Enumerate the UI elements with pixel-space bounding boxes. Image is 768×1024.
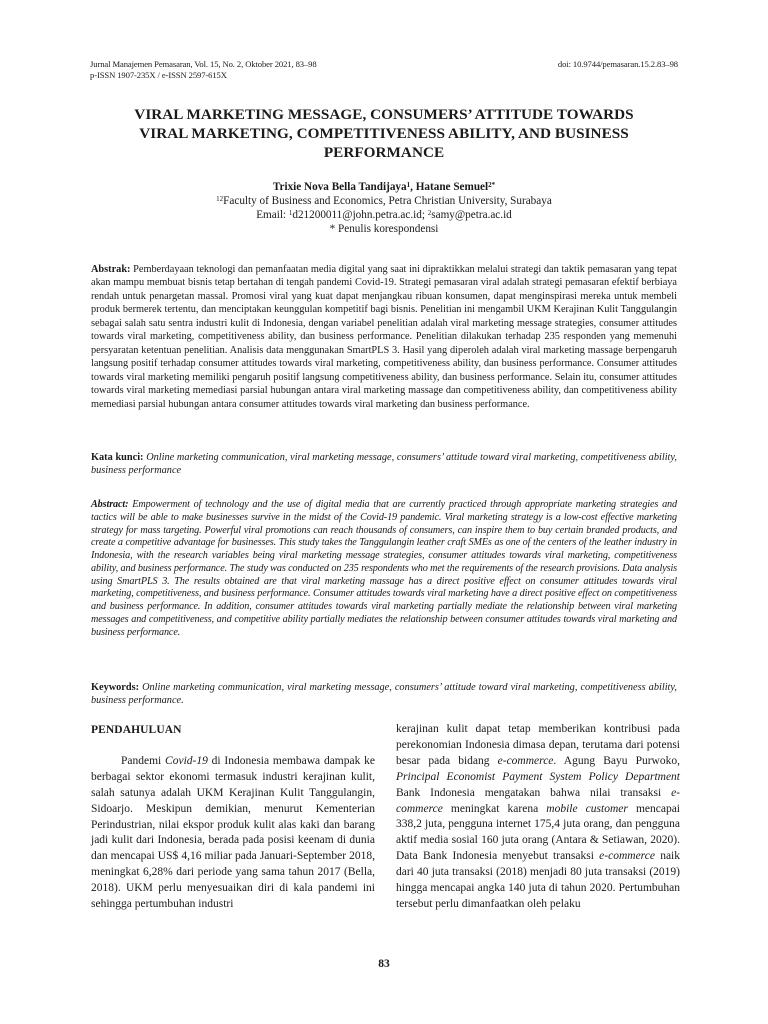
email-label: Email: <box>256 209 289 221</box>
author-2-mark: 2* <box>488 181 496 189</box>
affiliation-text: Faculty of Business and Economics, Petra Christian University, Surabaya <box>223 195 552 207</box>
text-run: . Agung Bayu Purwoko, <box>553 754 680 767</box>
text-run: Bank Indonesia mengatakan bahwa nilai transaksi <box>396 786 672 799</box>
issn: p-ISSN 1907-235X / e-ISSN 2597-615X <box>90 70 227 80</box>
abstract-label: Abstrak: <box>91 264 131 275</box>
author-separator: , <box>410 181 416 193</box>
abstract-label: Abstract: <box>91 499 129 510</box>
author-1-mark: 1 <box>406 181 411 189</box>
keywords-text: Online marketing communication, viral marketing message, consumers’ attitude toward viral marketing, competitiveness ability, business performance. <box>91 682 677 707</box>
title-line: VIRAL MARKETING MESSAGE, CONSUMERS’ ATTITUDE TOWARDS <box>134 106 634 123</box>
paper-title <box>70 105 698 162</box>
abstract-indonesian <box>91 263 677 411</box>
doi: doi: 10.9744/pemasaran.15.2.83–98 <box>557 59 678 69</box>
text-run: meningkat karena <box>442 802 547 815</box>
author-names <box>0 180 768 194</box>
text-run: e-commerce <box>599 850 655 863</box>
keywords-label: Kata kunci: <box>91 452 144 463</box>
emails <box>0 208 768 222</box>
section-heading: PENDAHULUAN <box>91 724 182 736</box>
author-2: Hatane Semuel <box>415 181 489 193</box>
email-2-mark: 2 <box>427 209 432 217</box>
title-line: PERFORMANCE <box>323 144 445 161</box>
affiliation-mark: 12 <box>216 195 224 203</box>
keywords-label: Keywords: <box>91 682 140 693</box>
text-run: naik dari 40 juta transaksi (2018) menjadi 80 juta transaksi (2019) hingga mencapai angka 140 juta di tahun 2020. Pertumbuhan tersebut perlu dimanfaatkan oleh pelaku <box>396 850 680 910</box>
text-run: Principal Economist Payment System Policy Department <box>396 770 680 783</box>
author-block <box>0 180 768 236</box>
running-header <box>90 59 678 81</box>
text-run: Covid-19 <box>165 754 208 767</box>
intro-paragraph <box>91 754 375 913</box>
keywords-english <box>91 681 677 708</box>
text-run: e-commerce <box>497 754 554 767</box>
page-number: 83 <box>378 958 390 970</box>
text-run: mencapai 338,2 juta, pengguna internet 175,4 juta orang, dan pengguna aktif media sosial 160 juta orang (Antara & Setiawan, 2020). Data Bank Indonesia menyebut transaksi <box>396 802 681 863</box>
text-run: Pandemi <box>121 754 166 767</box>
intro-left-column <box>91 723 375 913</box>
affiliation <box>0 194 768 208</box>
text-run: e-commerce <box>396 786 680 815</box>
corresponding-note: * Penulis korespondensi <box>329 223 439 235</box>
keywords-indonesian <box>91 451 677 478</box>
author-1: Trixie Nova Bella Tandijaya <box>272 181 407 193</box>
text-run: di Indonesia membawa dampak ke berbagai sektor ekonomi termasuk industri kerajinan kulit, salah satunya adalah UKM Kerajinan Kulit Tanggulangin, Sidoarjo. Meskipun demikian, menurut Kementerian Perindustrian, nilai ekspor produk kulit alas kaki dan barang jadi kulit dari Indonesia, berada pada posisi keenam di dunia dan mencapai US$ 4,16 miliar pada Januari-September 2018, meningkat 6,28% dari periode yang sama tahun 2017 (Bella, 2018). UKM perlu menyesuaikan diri di kala pandemi ini sehingga pertumbuhan industri <box>91 754 375 911</box>
abstract-english <box>91 499 677 639</box>
text-run: mobile customer <box>546 802 628 815</box>
intro-paragraph <box>396 722 680 913</box>
title-line: VIRAL MARKETING, COMPETITIVENESS ABILITY, AND BUSINESS <box>139 125 629 142</box>
journal-citation: Jurnal Manajemen Pemasaran, Vol. 15, No. 2, Oktober 2021, 83–98 <box>90 59 317 69</box>
text-run: kerajinan kulit dapat tetap memberikan kontribusi pada perekonomian Indonesia dimasa depan, terutama dari potensi besar pada bidang <box>396 723 680 767</box>
keywords-text: Online marketing communication, viral marketing message, consumers’ attitude toward viral marketing, competitiveness ability, business performance <box>91 452 677 477</box>
abstract-text: Pemberdayaan teknologi dan pemanfaatan media digital yang saat ini dipraktikkan melalui strategi dan taktik pemasaran yang tepat akan mampu membuat bisnis tetap bertahan di tengah pandemi Covid-19. Strategi pemasaran viral adalah strategi pemasaran efektif berbiaya rendah untuk penargetan massal. Promosi viral yang kuat dapat menjangkau ribuan konsumen, dapat menginspirasi mereka untuk membeli produk bermerek tertentu, dan menciptakan keunggulan kompetitif bagi bisnis. Penelitian ini mengambil UKM Kerajinan Kulit Tanggulangin sebagai salah satu sentra industri kulit di Indonesia, dengan variabel penelitian adalah viral marketing message strategies, consumer attitudes towards viral marketing, competitiveness ability, dan business performance. Penelitian dilakukan terhadap 235 responden yang memenuhi persyaratan ketentuan penelitian. Analisis data menggunakan SmartPLS 3. Hasil yang diperoleh adalah viral marketing massage berpengaruh langsung positif terhadap consumer attitudes towards viral marketing, competitiveness ability, dan business performance. Consumer attitudes towards viral marketing memiliki pengaruh positif langsung competitiveness ability, dan business performance. Selain itu, consumer attitudes towards viral marketing memediasi parsial hubungan antara viral marketing massage dan competitiveness ability, dan competitiveness ability memediasi parsial hubungan antara consumer attitudes towards viral marketing dan business performance. <box>91 264 677 410</box>
email-1[interactable]: d21200011@john.petra.ac.id; <box>292 209 428 221</box>
email-1-mark: 1 <box>288 209 293 217</box>
email-2[interactable]: samy@petra.ac.id <box>431 209 512 221</box>
abstract-text: Empowerment of technology and the use of digital media that are currently practiced through appropriate marketing strategies and tactics will be able to make businesses survive in the midst of the Covid-19 pandemic. Viral marketing strategy is a low-cost effective marketing strategy for mass targeting. Powerful viral promotions can reach thousands of consumers, can inspire them to buy certain branded products, and create a competitive advantage for businesses. This study takes the Tanggulangin leather craft SMEs as one of the centers of the leather industry in Indonesia, with the research variables being viral marketing message strategies, consumer attitudes towards viral marketing, competitiveness ability, and business performance. The study was conducted on 235 respondents who met the requirements of the research provisions. Data analysis using SmartPLS 3. The results obtained are that viral marketing massage has a direct positive effect on consumer attitudes towards viral marketing, competitiveness, and business performance. Consumer attitudes towards viral marketing have a direct positive effect on competitiveness and business performance. In addition, consumer attitudes towards viral marketing partially mediate the relationship between viral marketing messages and competitiveness, and competitive ability partially mediates the relationship between consumer attitudes towards viral marketing and business performance. <box>91 499 677 638</box>
intro-right-column <box>396 722 680 913</box>
